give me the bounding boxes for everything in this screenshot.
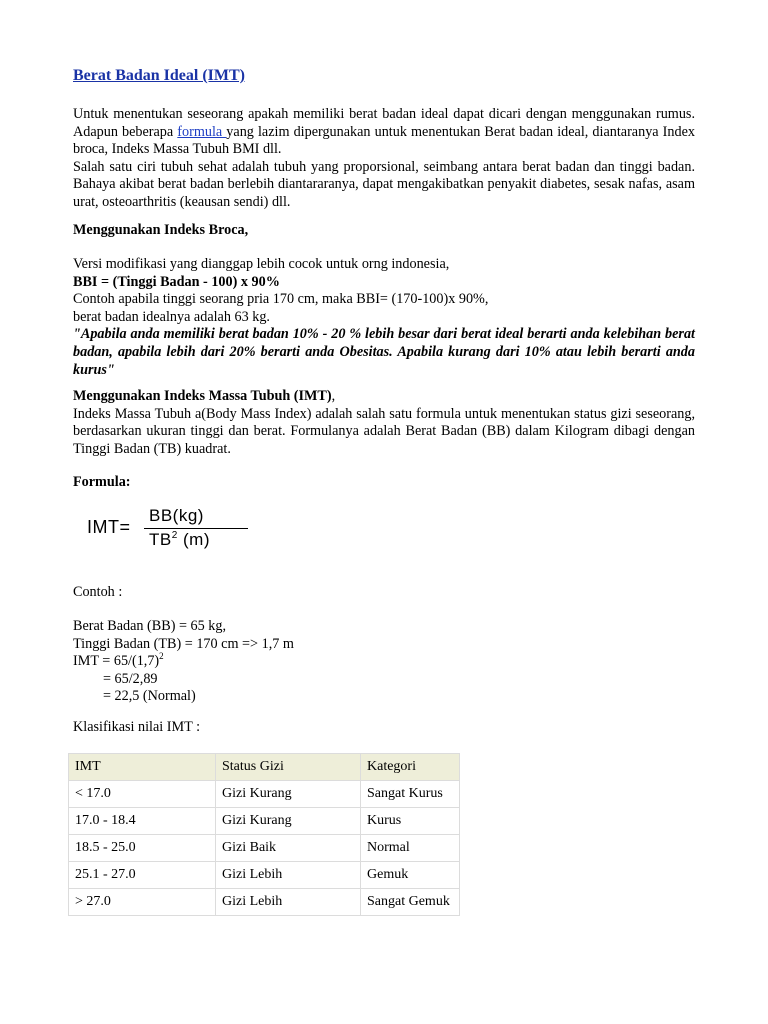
example-step-3: = 22,5 (Normal)	[103, 688, 196, 705]
table-row	[69, 862, 460, 889]
example-section	[73, 618, 695, 706]
broca-section	[73, 256, 695, 379]
header-status-gizi: Status Gizi	[216, 754, 361, 781]
cell-status: Gizi Baik	[216, 835, 361, 862]
cell-kategori: Sangat Kurus	[361, 781, 460, 808]
table-row	[69, 781, 460, 808]
imt-heading-suffix: ,	[331, 388, 336, 404]
cell-imt: < 17.0	[69, 781, 216, 808]
table-row	[69, 808, 460, 835]
imt-heading: Menggunakan Indeks Massa Tubuh (IMT)	[73, 388, 332, 404]
table-header-row	[69, 754, 460, 781]
cell-status: Gizi Kurang	[216, 781, 361, 808]
intro-paragraph-2: Salah satu ciri tubuh sehat adalah tubuh yang proporsional, seimbang antara berat badan dan tinggi badan. Bahaya akibat berat badan berlebih diantararanya, dapat mengakibatkan penyakit diabetes, sesak nafas, asam urat, osteoarthritis (keausan sendi) dll.	[73, 158, 695, 210]
example-bb: Berat Badan (BB) = 65 kg,	[73, 618, 227, 634]
table-row	[69, 835, 460, 862]
broca-formula: BBI = (Tinggi Badan - 100) x 90%	[73, 273, 280, 290]
broca-example-1: Contoh apabila tinggi seorang pria 170 cm, maka BBI= (170-100)x 90%,	[73, 291, 489, 308]
header-imt: IMT	[69, 754, 216, 781]
cell-imt: 17.0 - 18.4	[69, 808, 216, 835]
cell-kategori: Gemuk	[361, 862, 460, 889]
page-title: Berat Badan Ideal (IMT)	[73, 67, 245, 84]
intro-text-2: yang lazim dipergunakan untuk menentukan Berat badan ideal, diantaranya Index broca, Indeks Massa Tubuh BMI dll.	[73, 123, 695, 158]
formula-denominator: $TB^2$ (m)	[149, 530, 211, 549]
broca-note: "Apabila anda memiliki berat badan 10% - 20 % lebih besar dari berat ideal berarti anda kelebihan berat badan, apabila lebih dari 20% berarti anda Obesitas. Apabila kurang dari 10% atau lebih berarti anda kurus"	[73, 326, 695, 378]
formula-fraction-bar	[144, 528, 248, 529]
intro-text-1: Untuk menentukan seseorang apakah memiliki berat badan ideal dapat dicari dengan menggunakan rumus. Adapun beberapa	[73, 106, 695, 140]
broca-heading: Menggunakan Indeks Broca,	[73, 222, 249, 238]
classification-table	[68, 753, 460, 916]
header-kategori: Kategori	[361, 754, 460, 781]
example-imt: IMT = $65/(1,7)^2$	[73, 651, 164, 670]
formula-lhs: IMT=	[87, 517, 131, 537]
cell-kategori: Sangat Gemuk	[361, 889, 460, 916]
cell-status: Gizi Kurang	[216, 808, 361, 835]
imt-body: Indeks Massa Tubuh a(Body Mass Index) adalah salah satu formula untuk menentukan status gizi seseorang, berdasarkan ukuran tinggi dan berat. Formulanya adalah Berat Badan (BB) dalam Kilogram dibagi dengan Tinggi Badan (TB) kuadrat.	[73, 405, 695, 457]
cell-imt: > 27.0	[69, 889, 216, 916]
cell-kategori: Normal	[361, 835, 460, 862]
formula-numerator: BB(kg)	[149, 506, 204, 525]
cell-status: Gizi Lebih	[216, 862, 361, 889]
classification-label: Klasifikasi nilai IMT :	[73, 719, 201, 735]
example-step-2: = 65/2,89	[103, 670, 158, 687]
formula-link[interactable]: formula	[177, 123, 227, 140]
example-tb: Tinggi Badan (TB) = 170 cm => 1,7 m	[73, 635, 294, 652]
example-label: Contoh :	[73, 584, 123, 600]
broca-line-1: Versi modifikasi yang dianggap lebih cocok untuk orng indonesia,	[73, 256, 450, 272]
cell-imt: 25.1 - 27.0	[69, 862, 216, 889]
table-row	[69, 889, 460, 916]
cell-kategori: Kurus	[361, 808, 460, 835]
imt-section	[73, 388, 695, 458]
imt-formula-image	[87, 506, 257, 552]
formula-label: Formula:	[73, 474, 131, 490]
cell-imt: 18.5 - 25.0	[69, 835, 216, 862]
intro-paragraph	[73, 106, 695, 212]
broca-example-2: berat badan idealnya adalah 63 kg.	[73, 308, 270, 325]
cell-status: Gizi Lebih	[216, 889, 361, 916]
